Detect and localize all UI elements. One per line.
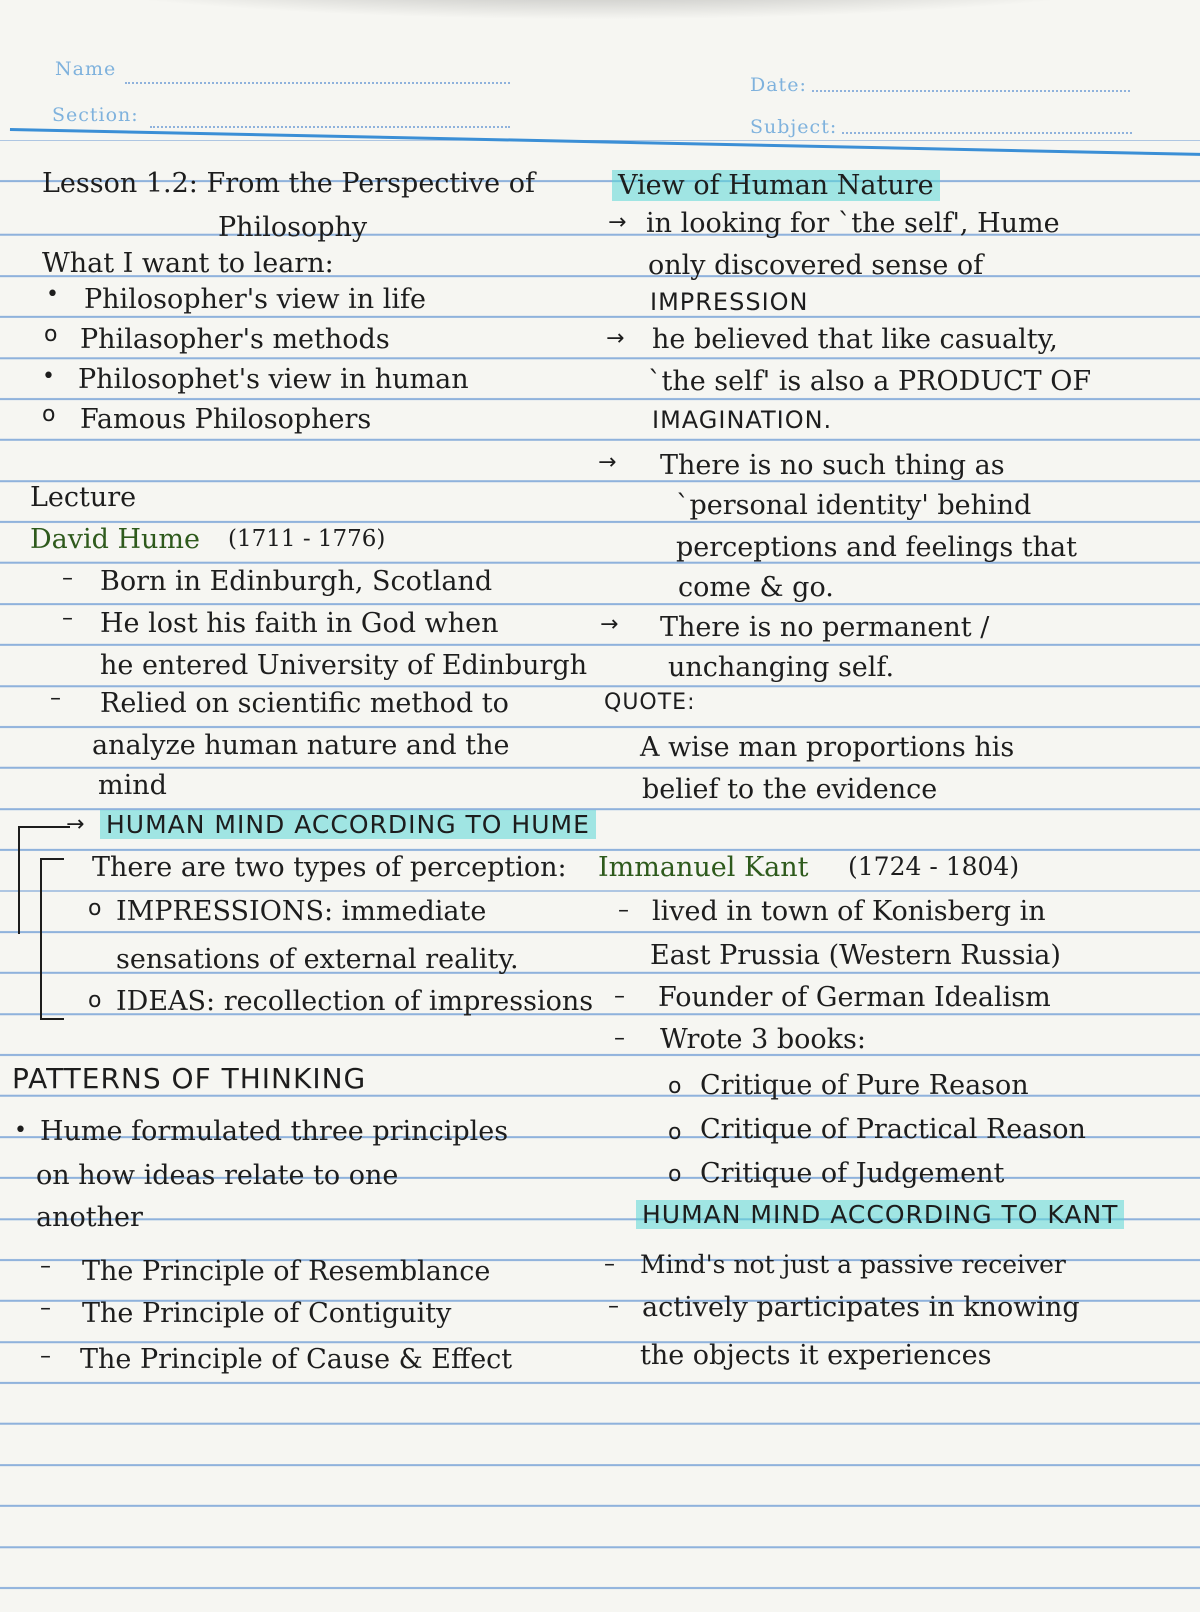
dash-icon: –: [40, 1344, 51, 1369]
patterns-line: Hume formulated three principles: [40, 1116, 509, 1147]
kant-mind-heading-text: HUMAN MIND ACCORDING TO KANT: [636, 1200, 1124, 1229]
patterns-line: another: [36, 1202, 143, 1233]
lesson-title: Lesson 1.2: From the Perspective of: [42, 168, 535, 199]
dash-icon: –: [50, 686, 61, 711]
hume-fact: Born in Edinburgh, Scotland: [100, 566, 493, 597]
circle-bullet-icon: o: [88, 896, 102, 921]
dash-icon: –: [614, 1026, 625, 1051]
kant-fact: East Prussia (Western Russia): [650, 940, 1061, 971]
book-item: Critique of Judgement: [700, 1158, 1005, 1189]
circle-bullet-icon: o: [44, 322, 58, 347]
page-shadow: [0, 0, 1200, 20]
goal-item: Philosophet's view in human: [78, 364, 469, 395]
dash-icon: –: [608, 1294, 619, 1319]
dash-icon: –: [618, 898, 629, 923]
dash-icon: –: [62, 606, 73, 631]
header-area: [0, 0, 1200, 140]
kant-fact: Wrote 3 books:: [660, 1024, 866, 1055]
bullet-icon: •: [14, 1118, 27, 1143]
goal-item: Philosopher's view in life: [84, 284, 427, 315]
date-line: [812, 90, 1130, 92]
arrow-icon: →: [66, 812, 85, 837]
circle-bullet-icon: o: [88, 988, 102, 1013]
circle-bullet-icon: o: [668, 1162, 682, 1187]
hume-fact: he entered University of Edinburgh: [100, 650, 588, 681]
patterns-heading: PATTERNS OF THINKING: [12, 1062, 367, 1095]
dash-icon: –: [614, 984, 625, 1009]
bullet-icon: •: [46, 282, 59, 307]
principle-item: The Principle of Contiguity: [82, 1298, 452, 1329]
hume-view-line: There is no such thing as: [660, 450, 1005, 481]
hume-view-line: come & go.: [678, 572, 834, 603]
hume-view-line: IMAGINATION.: [652, 406, 833, 434]
hume-mind-heading: [100, 810, 596, 839]
circle-bullet-icon: o: [42, 402, 56, 427]
hume-view-line: in looking for `the self', Hume: [646, 208, 1060, 239]
lesson-title-cont: Philosophy: [218, 212, 368, 243]
hume-fact: analyze human nature and the: [92, 730, 510, 761]
date-label: Date:: [750, 74, 807, 96]
hume-fact: mind: [98, 770, 167, 801]
quote-label: QUOTE:: [604, 690, 696, 715]
patterns-line: on how ideas relate to one: [36, 1160, 399, 1191]
perception-item: sensations of external reality.: [116, 944, 519, 975]
kant-dates: (1724 - 1804): [848, 852, 1020, 881]
hume-view-line: only discovered sense of: [648, 250, 984, 281]
lecture-heading: Lecture: [30, 482, 137, 513]
principle-item: The Principle of Cause & Effect: [80, 1344, 513, 1375]
arrow-icon: →: [608, 210, 627, 235]
subject-line: [842, 132, 1132, 134]
view-heading-text: View of Human Nature: [612, 170, 940, 201]
dash-icon: –: [40, 1254, 51, 1279]
name-line: [125, 82, 510, 84]
arrow-icon: →: [606, 326, 625, 351]
inner-bracket: [40, 858, 64, 1020]
dash-icon: –: [62, 566, 73, 591]
hume-dates: (1711 - 1776): [228, 526, 386, 552]
perception-item: IDEAS: recollection of impressions: [116, 986, 594, 1017]
kant-name: Immanuel Kant: [598, 852, 809, 883]
hume-view-line: There is no permanent /: [660, 612, 990, 643]
hume-view-line: perceptions and feelings that: [676, 532, 1077, 563]
dash-icon: –: [40, 1296, 51, 1321]
circle-bullet-icon: o: [668, 1120, 682, 1145]
hume-view-line: IMPRESSION: [650, 288, 809, 316]
quote-line: A wise man proportions his: [640, 732, 1015, 763]
goal-item: Famous Philosophers: [80, 404, 372, 435]
hume-fact: Relied on scientific method to: [100, 688, 509, 719]
arrow-icon: →: [598, 450, 617, 475]
learn-heading: What I want to learn:: [42, 248, 334, 279]
name-label: Name: [55, 58, 117, 80]
circle-bullet-icon: o: [668, 1074, 682, 1099]
hume-view-line: unchanging self.: [668, 652, 895, 683]
hume-view-line: he believed that like casualty,: [652, 324, 1058, 355]
bullet-icon: •: [42, 364, 55, 389]
kant-mind-heading: [636, 1200, 1124, 1229]
principle-item: The Principle of Resemblance: [82, 1256, 491, 1287]
section-line: [150, 126, 510, 128]
arrow-icon: →: [600, 612, 619, 637]
subject-label: Subject:: [750, 116, 838, 138]
hume-view-line: `personal identity' behind: [676, 490, 1032, 521]
kant-fact: lived in town of Konisberg in: [652, 896, 1046, 927]
kant-mind-line: the objects it experiences: [640, 1340, 992, 1371]
hume-name: David Hume: [30, 524, 201, 555]
dash-icon: –: [604, 1252, 615, 1277]
kant-fact: Founder of German Idealism: [658, 982, 1051, 1013]
hume-fact: He lost his faith in God when: [100, 608, 499, 639]
hume-view-line: `the self' is also a PRODUCT OF: [648, 366, 1092, 397]
view-heading: [612, 170, 940, 201]
book-item: Critique of Practical Reason: [700, 1114, 1086, 1145]
goal-item: Philasopher's methods: [80, 324, 390, 355]
perception-intro: There are two types of perception:: [92, 852, 567, 883]
book-item: Critique of Pure Reason: [700, 1070, 1029, 1101]
section-label: Section:: [52, 104, 139, 126]
kant-mind-line: Mind's not just a passive receiver: [640, 1250, 1066, 1279]
hume-mind-heading-text: HUMAN MIND ACCORDING TO HUME: [100, 810, 596, 839]
perception-item: IMPRESSIONS: immediate: [116, 896, 487, 927]
quote-line: belief to the evidence: [642, 774, 938, 805]
kant-mind-line: actively participates in knowing: [642, 1292, 1080, 1323]
